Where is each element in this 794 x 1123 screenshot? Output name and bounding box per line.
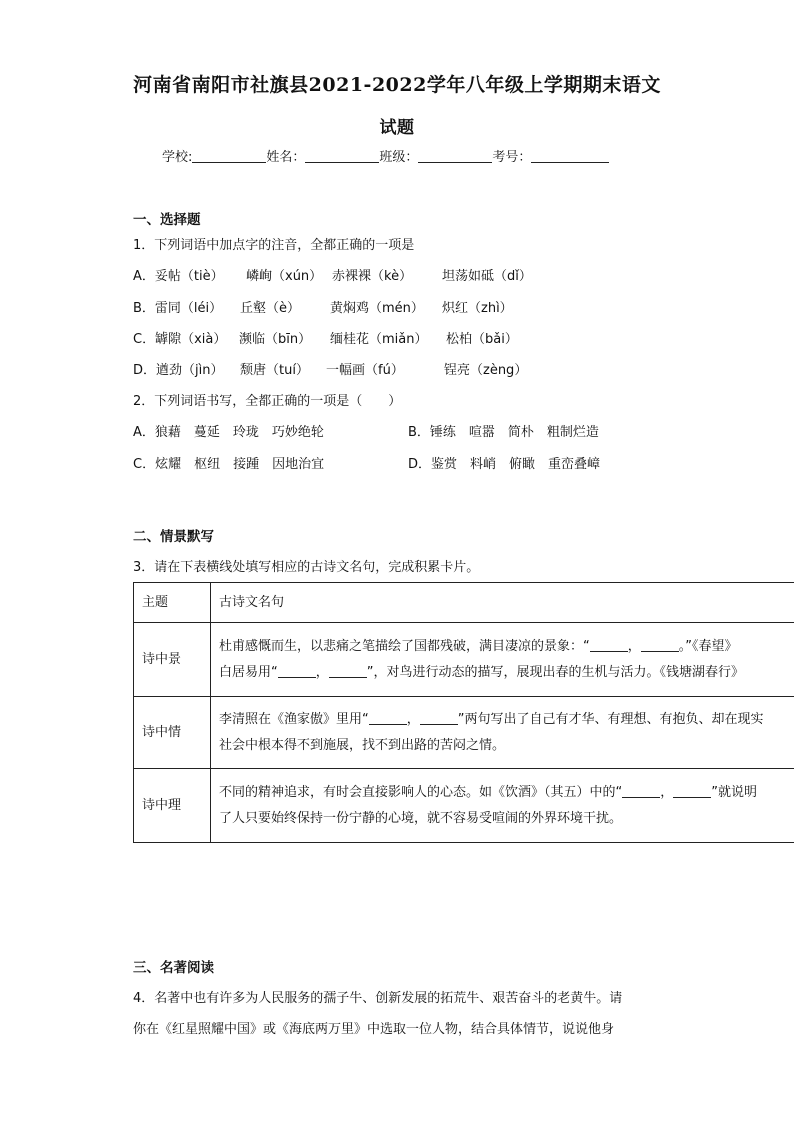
q1-option-b-2: 丘壑（è） [240,301,300,316]
q1-option-d-4: 锃亮（zèng） [444,363,528,378]
question-3-stem: 3．请在下表横线处填写相应的古诗文名句，完成积累卡片。 [133,560,480,575]
number-label: 考号： [492,150,532,165]
q1-option-c-2: 濒临（bīn） [239,332,312,347]
class-label: 班级： [379,150,419,165]
row-theme-emotion: 诗中情 [134,697,211,769]
name-label: 姓名： [266,150,306,165]
q1-option-c-1: C．罅隙（xià） [133,332,227,347]
q1-option-d-1: D．遒劲（jìn） [133,363,224,378]
fill-blank[interactable] [369,710,407,725]
q1-option-c-3: 缅桂花（miǎn） [330,332,428,347]
question-1-stem: 1．下列词语中加点字的注音，全都正确的一项是 [133,238,415,253]
fill-blank[interactable] [622,783,660,798]
fill-blank[interactable] [278,663,316,678]
q2-option-b: B．锤练 喧嚣 简朴 粗制烂造 [408,425,599,440]
fill-blank[interactable] [420,710,458,725]
student-info-line [162,146,609,165]
q2-option-d: D．鉴赏 料峭 俯瞰 重峦叠嶂 [408,457,601,472]
q1-option-b-3: 黄焖鸡（mén） [330,301,424,316]
q1-option-a-2: 嶙峋（xún） [246,269,323,284]
name-blank[interactable] [305,148,379,163]
fill-blank[interactable] [329,663,367,678]
fill-blank[interactable] [590,637,628,652]
row-content-scene: 杜甫感慨而生，以悲痛之笔描绘了国都残破，满目凄凉的景象：“ ， 。”《春望》 白居易用“ ， ”，对鸟进行动态的描写，展现出春的生机与活力。《钱塘湖春行》 [211,623,794,697]
table-head-theme: 主题 [134,583,211,623]
row-theme-scene: 诗中景 [134,623,211,697]
q1-option-b-4: 炽红（zhì） [442,301,513,316]
table-header-row [134,583,794,623]
fill-blank[interactable] [641,637,679,652]
school-blank[interactable] [192,148,266,163]
table-row [134,769,794,843]
question-2-stem: 2．下列词语书写，全都正确的一项是（ ） [133,394,402,409]
exam-title-line2: 试题 [379,118,415,138]
fill-blank[interactable] [673,783,711,798]
table-head-verse: 古诗文名句 [211,583,794,623]
row-theme-reason: 诗中理 [134,769,211,843]
question-4-line1: 4．名著中也有许多为人民服务的孺子牛、创新发展的拓荒牛、艰苦奋斗的老黄牛。请 [133,991,623,1006]
q1-option-a-4: 坦荡如砥（dǐ） [442,269,532,284]
q1-option-a-3: 赤裸裸（kè） [332,269,413,284]
q1-option-d-3: 一幅画（fú） [326,363,404,378]
table-row [134,623,794,697]
q2-option-a: A．狼藉 蔓延 玲珑 巧妙绝轮 [133,425,324,440]
exam-title-line1: 河南省南阳市社旗县2021-2022学年八年级上学期期末语文 [133,74,661,96]
number-blank[interactable] [531,148,609,163]
section-heading-choice: 一、选择题 [133,212,201,228]
school-label: 学校: [162,150,193,165]
q1-option-d-2: 颓唐（tuí） [240,363,309,378]
section-heading-recitation: 二、情景默写 [133,529,214,545]
row-content-emotion: 李清照在《渔家傲》里用“ ， ”两句写出了自己有才华、有理想、有抱负、却在现实 社会中根本得不到施展，找不到出路的苦闷之情。 [211,697,794,769]
accumulation-card-table [133,582,794,843]
q2-option-c: C．炫耀 枢纽 接踵 因地治宜 [133,457,325,472]
row-content-reason: 不同的精神追求，有时会直接影响人的心态。如《饮酒》（其五）中的“ ， ”就说明 了人只要始终保持一份宁静的心境，就不容易受喧闹的外界环境干扰。 [211,769,794,843]
q1-option-c-4: 松柏（bǎi） [446,332,518,347]
q1-option-b-1: B．雷同（léi） [133,301,223,316]
question-4-line2: 你在《红星照耀中国》或《海底两万里》中选取一位人物，结合具体情节，说说他身 [133,1022,615,1037]
table-row [134,697,794,769]
q1-option-a-1: A．妥帖（tiè） [133,269,224,284]
section-heading-classics: 三、名著阅读 [133,960,214,976]
class-blank[interactable] [418,148,492,163]
